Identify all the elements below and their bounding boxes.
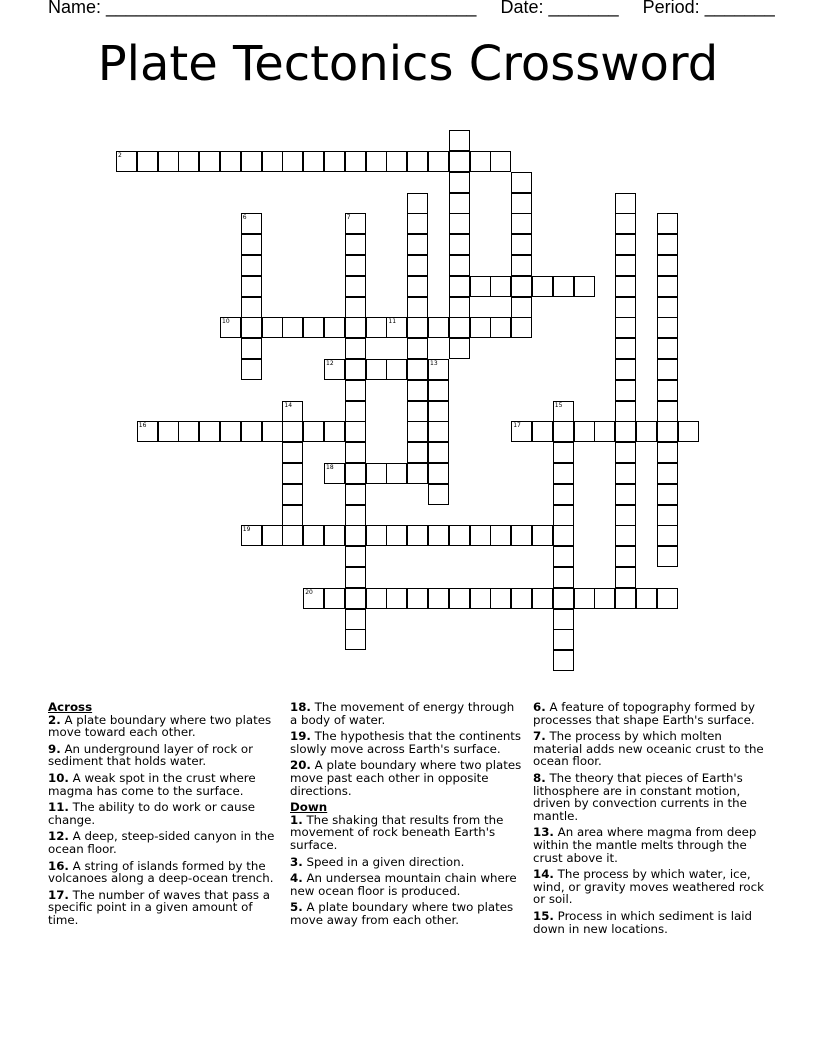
clue-item-number: 17.	[48, 887, 69, 902]
clue-item	[48, 743, 280, 768]
crossword-cell[interactable]	[407, 421, 428, 442]
clue-item	[290, 701, 522, 726]
crossword-cell[interactable]	[324, 359, 345, 380]
crossword-cell[interactable]	[324, 317, 345, 338]
crossword-cell[interactable]	[615, 567, 636, 588]
crossword-cell[interactable]	[366, 151, 387, 172]
crossword-cell[interactable]	[199, 151, 220, 172]
crossword-cell[interactable]	[553, 463, 574, 484]
clue-item	[48, 830, 280, 855]
clue-item-text: Process in which sediment is laid down in new locations.	[533, 908, 752, 936]
crossword-cell[interactable]	[511, 213, 532, 234]
crossword-cell[interactable]	[615, 442, 636, 463]
clue-item-number: 18.	[290, 700, 311, 714]
crossword-cell[interactable]	[366, 525, 387, 546]
crossword-cell[interactable]	[511, 193, 532, 214]
crossword-cell[interactable]	[220, 317, 241, 338]
crossword-cell[interactable]	[428, 151, 449, 172]
crossword-cell[interactable]	[199, 421, 220, 442]
clue-number: 20	[305, 588, 313, 596]
crossword-cell[interactable]	[490, 276, 511, 297]
clue-number: 18	[326, 464, 334, 471]
crossword-cell[interactable]	[262, 317, 283, 338]
crossword-cell[interactable]	[490, 588, 511, 609]
crossword-cell[interactable]	[324, 463, 345, 484]
clue-item-text: A plate boundary where two plates move toward each other.	[48, 712, 272, 740]
crossword-cell[interactable]	[657, 525, 678, 546]
crossword-cell[interactable]	[386, 359, 407, 380]
clue-item	[533, 826, 765, 864]
crossword-cell[interactable]	[366, 463, 387, 484]
down-clue-list	[290, 814, 522, 927]
clue-item	[290, 901, 522, 926]
clue-item-text: The movement of energy through a body of water.	[290, 700, 515, 727]
crossword-cell[interactable]	[158, 151, 179, 172]
crossword-cell[interactable]	[386, 151, 407, 172]
crossword-cell[interactable]	[615, 193, 636, 214]
crossword-cell[interactable]	[615, 276, 636, 297]
crossword-cell[interactable]	[553, 484, 574, 505]
clue-item-text: The number of waves that pass a specific point in a given amount of time.	[48, 887, 270, 927]
crossword-cell[interactable]	[657, 255, 678, 276]
crossword-cell[interactable]	[428, 588, 449, 609]
crossword-cell[interactable]	[282, 505, 303, 526]
clue-item-number: 16.	[48, 858, 69, 873]
clue-item-text: The process by which water, ice, wind, or gravity moves weathered rock or soil.	[533, 867, 764, 907]
crossword-cell[interactable]	[657, 297, 678, 318]
crossword-cell[interactable]	[574, 588, 595, 609]
clues-column-2	[290, 701, 522, 931]
crossword-cell[interactable]	[449, 525, 470, 546]
crossword-cell[interactable]	[345, 484, 366, 505]
crossword-cell[interactable]	[303, 588, 324, 609]
clue-item	[48, 889, 280, 927]
crossword-cell[interactable]	[345, 297, 366, 318]
crossword-cell[interactable]	[511, 234, 532, 255]
clue-item	[533, 772, 765, 822]
crossword-cell[interactable]	[511, 588, 532, 609]
crossword-cell[interactable]	[345, 567, 366, 588]
clue-number: 19	[242, 526, 251, 534]
clue-number: 2	[118, 152, 122, 159]
crossword-cell[interactable]	[407, 234, 428, 255]
crossword-cell[interactable]	[428, 442, 449, 463]
crossword-cell[interactable]	[386, 317, 407, 338]
crossword-cell[interactable]	[657, 463, 678, 484]
clue-number: 15	[554, 401, 563, 409]
clue-number: 11	[388, 318, 397, 326]
crossword-cell[interactable]	[366, 359, 387, 380]
name-label: Name:	[48, 0, 102, 17]
crossword-cell[interactable]	[324, 525, 345, 546]
crossword-cell[interactable]	[657, 380, 678, 401]
crossword-cell[interactable]	[324, 588, 345, 609]
clue-item-text: An underground layer of rock or sediment that holds water.	[48, 741, 253, 769]
crossword-cell[interactable]	[636, 588, 657, 609]
crossword-cell[interactable]	[428, 380, 449, 401]
crossword-cell[interactable]	[407, 338, 428, 359]
crossword-cell[interactable]	[428, 421, 449, 442]
period-label: Period:	[642, 0, 700, 17]
crossword-cell[interactable]	[532, 276, 553, 297]
crossword-cell[interactable]	[449, 297, 470, 318]
crossword-cell[interactable]	[428, 401, 449, 422]
crossword-cell[interactable]	[553, 401, 574, 422]
crossword-cell[interactable]	[449, 130, 470, 151]
clue-item-number: 15.	[533, 908, 554, 923]
clue-item	[48, 860, 280, 885]
clue-item	[290, 759, 522, 797]
crossword-cell[interactable]	[532, 525, 553, 546]
crossword-cell[interactable]	[137, 151, 158, 172]
crossword-cell[interactable]	[615, 588, 636, 609]
clue-item	[48, 714, 280, 739]
crossword-cell[interactable]	[345, 234, 366, 255]
crossword-cell[interactable]	[282, 317, 303, 338]
crossword-cell[interactable]	[449, 172, 470, 193]
crossword-cell[interactable]	[615, 297, 636, 318]
clue-item	[290, 730, 522, 755]
clue-item-number: 10.	[48, 770, 69, 785]
crossword-cell[interactable]	[407, 401, 428, 422]
crossword-cell[interactable]	[241, 525, 262, 546]
crossword-cell[interactable]	[615, 505, 636, 526]
crossword-cell[interactable]	[303, 525, 324, 546]
clue-item-number: 4.	[290, 871, 303, 886]
crossword-cell[interactable]	[345, 213, 366, 234]
crossword-cell[interactable]	[532, 421, 553, 442]
crossword-cell[interactable]	[449, 276, 470, 297]
crossword-cell[interactable]	[553, 650, 574, 671]
clue-number: 7	[346, 214, 351, 222]
crossword-cell[interactable]	[345, 317, 366, 338]
crossword-cell[interactable]	[282, 151, 303, 172]
crossword-cell[interactable]	[615, 546, 636, 567]
crossword-cell[interactable]	[345, 442, 366, 463]
clue-item	[533, 730, 765, 768]
clue-item-text: An undersea mountain chain where new ocean floor is produced.	[290, 871, 517, 898]
clue-item-text: The shaking that results from the movement of rock beneath Earth's surface.	[290, 812, 504, 852]
crossword-cell[interactable]	[386, 525, 407, 546]
down-heading: Down	[290, 800, 328, 815]
crossword-cell[interactable]	[345, 588, 366, 609]
crossword-cell[interactable]	[428, 317, 449, 338]
crossword-cell[interactable]	[303, 317, 324, 338]
clue-number: 12	[326, 360, 334, 367]
crossword-cell[interactable]	[241, 359, 262, 380]
clue-item	[48, 772, 280, 797]
crossword-cell[interactable]	[428, 463, 449, 484]
crossword-cell[interactable]	[345, 359, 366, 380]
crossword-cell[interactable]	[428, 484, 449, 505]
clue-number: 17	[513, 422, 521, 430]
crossword-cell[interactable]	[594, 421, 615, 442]
crossword-cell[interactable]	[511, 276, 532, 297]
crossword-cell[interactable]	[511, 421, 532, 442]
across-heading: Across	[48, 700, 93, 714]
crossword-cell[interactable]	[345, 525, 366, 546]
crossword-cell[interactable]	[345, 276, 366, 297]
crossword-cell[interactable]	[428, 525, 449, 546]
crossword-cell[interactable]	[470, 151, 491, 172]
crossword-cell[interactable]	[657, 421, 678, 442]
crossword-cell[interactable]	[470, 276, 491, 297]
crossword-cell[interactable]	[407, 193, 428, 214]
clue-item-number: 12.	[48, 829, 69, 844]
crossword-cell[interactable]	[657, 317, 678, 338]
crossword-cell[interactable]	[449, 588, 470, 609]
crossword-cell[interactable]	[449, 338, 470, 359]
crossword-cell[interactable]	[241, 297, 262, 318]
crossword-cell[interactable]	[241, 234, 262, 255]
crossword-cell[interactable]	[657, 442, 678, 463]
crossword-cell[interactable]	[241, 213, 262, 234]
crossword-cell[interactable]	[490, 317, 511, 338]
page-title: Plate Tectonics Crossword	[97, 36, 719, 92]
crossword-cell[interactable]	[449, 151, 470, 172]
clue-item-text: The theory that pieces of Earth's lithosphere are in constant motion, driven by convection currents in the mantle.	[533, 770, 747, 823]
crossword-cell[interactable]	[615, 380, 636, 401]
crossword-cell[interactable]	[490, 525, 511, 546]
crossword-cell[interactable]	[407, 255, 428, 276]
crossword-cell[interactable]	[657, 401, 678, 422]
clue-item-text: A weak spot in the crust where magma has come to the surface.	[48, 770, 256, 798]
crossword-cell[interactable]	[303, 151, 324, 172]
clue-item	[533, 868, 765, 906]
clues-column-3	[533, 701, 765, 939]
crossword-cell[interactable]	[449, 255, 470, 276]
crossword-cell[interactable]	[470, 317, 491, 338]
crossword-cell[interactable]	[116, 151, 137, 172]
crossword-cell[interactable]	[615, 338, 636, 359]
crossword-cell[interactable]	[553, 421, 574, 442]
crossword-cell[interactable]	[407, 359, 428, 380]
clue-item-number: 19.	[290, 729, 311, 744]
crossword-cell[interactable]	[345, 463, 366, 484]
clue-item-text: A string of islands formed by the volcanoes along a deep-ocean trench.	[48, 858, 274, 886]
crossword-cell[interactable]	[470, 525, 491, 546]
crossword-cell[interactable]	[282, 421, 303, 442]
crossword-cell[interactable]	[553, 505, 574, 526]
crossword-cell[interactable]	[574, 421, 595, 442]
clue-item-number: 1.	[290, 812, 303, 827]
clue-item	[533, 910, 765, 935]
crossword-cell[interactable]	[553, 276, 574, 297]
crossword-cell[interactable]	[262, 525, 283, 546]
crossword-cell[interactable]	[407, 213, 428, 234]
clue-item-number: 2.	[48, 712, 61, 727]
crossword-cell[interactable]	[615, 359, 636, 380]
crossword-cell[interactable]	[345, 609, 366, 630]
crossword-cell[interactable]	[511, 255, 532, 276]
date-label: Date:	[500, 0, 544, 17]
crossword-cell[interactable]	[282, 463, 303, 484]
crossword-cell[interactable]	[282, 401, 303, 422]
clue-item-text: A deep, steep-sided canyon in the ocean floor.	[48, 829, 275, 856]
clue-number: 6	[242, 214, 247, 222]
crossword-cell[interactable]	[553, 546, 574, 567]
clue-item-text: An area where magma from deep within the mantle melts through the crust above it.	[533, 825, 757, 865]
crossword-cell[interactable]	[428, 359, 449, 380]
crossword-cell[interactable]	[324, 151, 345, 172]
crossword-cell[interactable]	[594, 588, 615, 609]
crossword-cell[interactable]	[657, 276, 678, 297]
crossword-cell[interactable]	[615, 255, 636, 276]
crossword-cell[interactable]	[241, 151, 262, 172]
crossword-cell[interactable]	[407, 380, 428, 401]
crossword-cell[interactable]	[262, 421, 283, 442]
crossword-cell[interactable]	[657, 338, 678, 359]
crossword-cell[interactable]	[366, 317, 387, 338]
across-clue-list-continued	[290, 701, 522, 797]
clue-number: 10	[222, 318, 230, 326]
crossword-cell[interactable]	[220, 421, 241, 442]
crossword-cell[interactable]	[511, 317, 532, 338]
clue-item-text: The ability to do work or cause change.	[48, 800, 256, 827]
crossword-cell[interactable]	[345, 421, 366, 442]
crossword-cell[interactable]	[366, 588, 387, 609]
crossword-cell[interactable]	[282, 442, 303, 463]
clue-item	[290, 814, 522, 852]
crossword-cell[interactable]	[241, 317, 262, 338]
clue-item-text: A plate boundary where two plates move away from each other.	[290, 900, 514, 927]
crossword-cell[interactable]	[553, 629, 574, 650]
name-blank[interactable]: _____________________________________	[106, 0, 477, 17]
clue-item-text: A feature of topography formed by processes that shape Earth's surface.	[533, 700, 756, 727]
crossword-cell[interactable]	[158, 421, 179, 442]
crossword-cell[interactable]	[241, 421, 262, 442]
crossword-cell[interactable]	[553, 525, 574, 546]
crossword-cell[interactable]	[178, 151, 199, 172]
crossword-cell[interactable]	[407, 442, 428, 463]
crossword-cell[interactable]	[407, 317, 428, 338]
down-clue-list-continued	[533, 701, 765, 935]
crossword-cell[interactable]	[178, 421, 199, 442]
crossword-cell[interactable]	[615, 234, 636, 255]
clue-item-text: A plate boundary where two plates move past each other in opposite directions.	[290, 758, 522, 798]
clue-number: 14	[284, 401, 293, 409]
date-blank[interactable]: _______	[548, 0, 619, 17]
crossword-cell[interactable]	[678, 421, 699, 442]
crossword-cell[interactable]	[407, 463, 428, 484]
crossword-cell[interactable]	[407, 588, 428, 609]
crossword-cell[interactable]	[407, 297, 428, 318]
crossword-cell[interactable]	[490, 151, 511, 172]
crossword-cell[interactable]	[345, 546, 366, 567]
clue-item	[290, 856, 522, 869]
across-clue-list	[48, 714, 280, 927]
crossword-cell[interactable]	[449, 213, 470, 234]
crossword-cell[interactable]	[345, 505, 366, 526]
crossword-cell[interactable]	[303, 421, 324, 442]
clues-column-1	[48, 701, 280, 931]
crossword-cell[interactable]	[553, 588, 574, 609]
clue-item-text: The process by which molten material adds new oceanic crust to the ocean floor.	[533, 729, 764, 769]
crossword-cell[interactable]	[282, 484, 303, 505]
clue-item-number: 9.	[48, 741, 61, 756]
crossword-cell[interactable]	[407, 525, 428, 546]
clue-number: 13	[430, 360, 438, 367]
crossword-cell[interactable]	[241, 255, 262, 276]
clue-item-number: 3.	[290, 854, 303, 869]
crossword-cell[interactable]	[345, 401, 366, 422]
clue-item	[290, 872, 522, 897]
crossword-cell[interactable]	[220, 151, 241, 172]
crossword-cell[interactable]	[449, 193, 470, 214]
crossword-cell[interactable]	[241, 276, 262, 297]
crossword-cell[interactable]	[449, 234, 470, 255]
crossword-cell[interactable]	[345, 151, 366, 172]
clue-item	[533, 701, 765, 726]
crossword-cell[interactable]	[324, 421, 345, 442]
clue-item	[48, 801, 280, 826]
crossword-cell[interactable]	[615, 463, 636, 484]
clue-item-text: The hypothesis that the continents slowly move across Earth's surface.	[290, 729, 522, 756]
clue-item-number: 20.	[290, 758, 311, 773]
crossword-cell[interactable]	[386, 588, 407, 609]
clue-item-number: 7.	[533, 729, 546, 744]
crossword-cell[interactable]	[636, 421, 657, 442]
clue-item-number: 13.	[533, 825, 554, 840]
crossword-cell[interactable]	[345, 255, 366, 276]
crossword-cell[interactable]	[511, 297, 532, 318]
clue-item-number: 5.	[290, 900, 303, 915]
crossword-cell[interactable]	[511, 525, 532, 546]
crossword-cell[interactable]	[262, 151, 283, 172]
crossword-cell[interactable]	[615, 213, 636, 234]
crossword-cell[interactable]	[553, 609, 574, 630]
crossword-cell[interactable]	[137, 421, 158, 442]
crossword-cell[interactable]	[657, 213, 678, 234]
crossword-cell[interactable]	[407, 151, 428, 172]
crossword-cell[interactable]	[470, 588, 491, 609]
crossword-cell[interactable]	[532, 588, 553, 609]
crossword-cell[interactable]	[345, 629, 366, 650]
crossword-cell[interactable]	[657, 505, 678, 526]
crossword-cell[interactable]	[657, 484, 678, 505]
crossword-cell[interactable]	[345, 380, 366, 401]
period-blank[interactable]: _______	[704, 0, 775, 17]
crossword-cell[interactable]	[615, 401, 636, 422]
crossword-cell[interactable]	[615, 421, 636, 442]
crossword-cell[interactable]	[574, 276, 595, 297]
crossword-cell[interactable]	[449, 317, 470, 338]
crossword-cell[interactable]	[615, 484, 636, 505]
clue-item-number: 14.	[533, 867, 554, 882]
clue-item-number: 8.	[533, 770, 546, 785]
clue-item-number: 6.	[533, 700, 546, 714]
crossword-cell[interactable]	[282, 525, 303, 546]
crossword-cell[interactable]	[615, 317, 636, 338]
crossword-cell[interactable]	[657, 546, 678, 567]
crossword-cell[interactable]	[657, 588, 678, 609]
crossword-cell[interactable]	[553, 567, 574, 588]
clue-number: 16	[138, 422, 147, 430]
crossword-cell[interactable]	[386, 463, 407, 484]
crossword-cell[interactable]	[615, 525, 636, 546]
crossword-cell[interactable]	[657, 234, 678, 255]
crossword-cell[interactable]	[345, 338, 366, 359]
crossword-cell[interactable]	[511, 172, 532, 193]
crossword-cell[interactable]	[657, 359, 678, 380]
crossword-cell[interactable]	[553, 442, 574, 463]
clue-item-number: 11.	[48, 800, 69, 815]
clue-item-text: Speed in a given direction.	[302, 854, 465, 869]
crossword-cell[interactable]	[407, 276, 428, 297]
crossword-cell[interactable]	[241, 338, 262, 359]
